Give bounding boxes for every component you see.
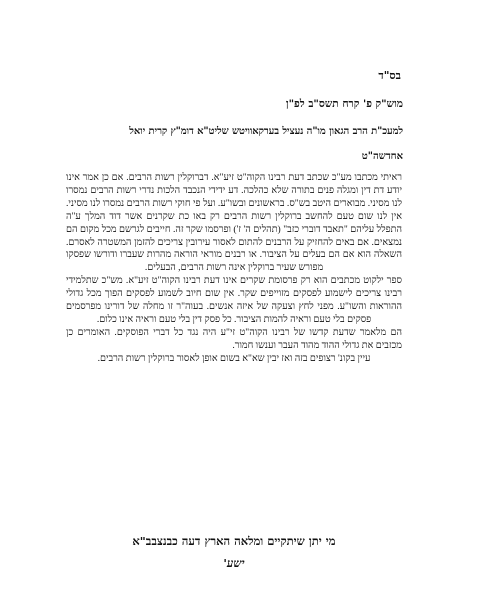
body-paragraph: הם מלאמר שדעת קדשו של רבינו הקוה"ט זי"ע היה נגד כל דברי הפוסקים. האומרים כן מכזבים את גדולי ההוד מהוד העבר וענשו חמור. bbox=[66, 326, 402, 351]
letter-closing: מי יתן שיתקיים ומלאה הארץ דעה כבנצבב"א bbox=[132, 534, 336, 548]
letter-body bbox=[66, 172, 402, 366]
letter-date-header: מוש"ק פ' קרח תשס"ב לפ"ן bbox=[285, 98, 403, 110]
body-paragraph: ראיתי מכתבו מע"כ שכתב דעת רבינו הקוה"ט זיע"א. דברוקלין רשות הרבים. אם כן אמר אינו יודע דת דין ומגלה פנים בתורה שלא כהלכה. דע ידידי הנכבד הלכות נדרי רשות הרבים נמסרו לנו מסיני. מבוארים היטב בש"ס. בראשונים ובשו"ע. ועל פי חוקי רשות הרבים נמסרו לנו מסיני. אין לנו שום טעם להחשב ברוקלין רשות הרבים רק באו כת שקרנים אשר דוד המלך ע"ה התפלל עליהם "תאבד דוברי כזב" (תהלים ה' ז') ופרסמו שקר זה. חייבים לגרשם מכל מקום הם נמצאים. אם באים להחזיק על הרבנים להתום לאסור עירובין צריכים להזמן המשטרה לאסרם. השאלה הוא אם הם בעלים על הציבור. או רבנים מוראי הוראה מהרות שעברו ודורשו שפסקו מפורש שעיר ברוקלין אינה רשות הרבים, הבעלים. bbox=[66, 172, 402, 274]
letter-addressee: למעכ"ת הרב הגאון מו"ה נעציל בערקאוויטש שליט"א דומ"ץ קרית יואל bbox=[129, 126, 403, 137]
bsd-mark: בס"ד bbox=[378, 69, 401, 82]
body-paragraph: עיין בקונ' רצופים בזה ואז יבין שא"א בשום אופן לאסור ברוקלין רשות הרבים. bbox=[97, 352, 371, 364]
letter-greeting: אחדשה"ט bbox=[361, 151, 403, 162]
body-paragraph: ספר ילקוט מכתבים הוא רק פרסומת שקרים אינו דעת רבינו הקוה"ט זיע"א. מש"כ שתלמידי רבינו צריכים לישמוע לפסקים מזוייפים שקר. אין שום חיוב לשמוע לפסקים הפוך מכל גדולי ההוראות והשו"ע. מפני לחץ וצעקה של איזה אנשים. בעוה"ר זו מחלה של דורינו מפרסמים פסקים בלי טעם וראיה להמות הציבור. כל פסק דין בלי טעם וראיה אינו כלום. bbox=[66, 275, 402, 325]
letter-signature: ישע' bbox=[223, 556, 245, 570]
